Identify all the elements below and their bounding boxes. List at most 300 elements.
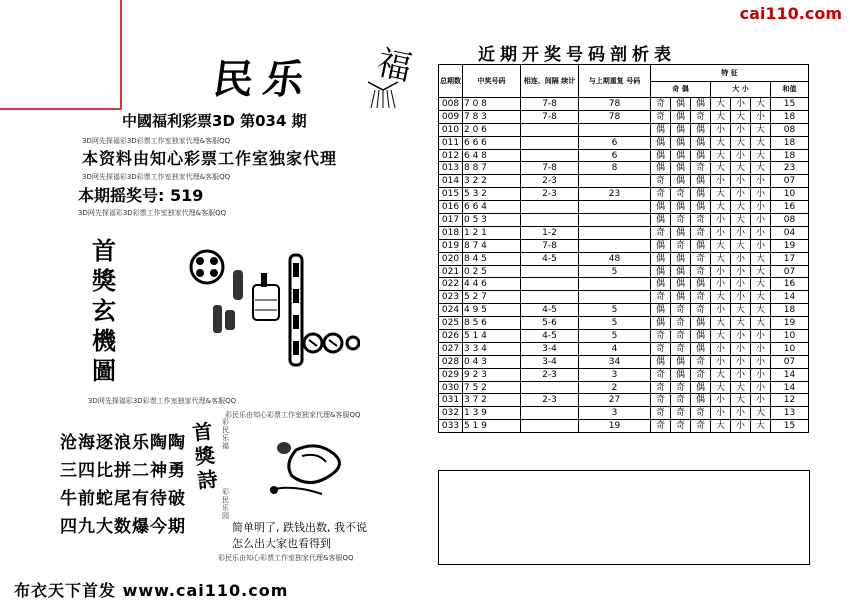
feature-cell: 偶 [691,175,711,188]
feature-cell: 奇 [671,381,691,394]
feature-cell: 小 [751,394,771,407]
issue-line: 中國福利彩票3D 第034 期 [122,112,307,130]
feature-cell: 小 [751,226,771,239]
sum-cell: 18 [771,304,809,317]
feature-cell: 大 [711,162,731,175]
issue-cell: 012 [439,149,463,162]
poem-line-3: 牛前蛇尾有待破 [60,489,186,509]
table-row [439,368,809,381]
number-cell: 4 9 5 [463,304,521,317]
table-row [439,149,809,162]
feature-cell: 奇 [691,110,711,123]
issue-cell: 011 [439,136,463,149]
consecutive-cell [521,420,579,433]
feature-cell: 奇 [691,226,711,239]
sum-cell: 10 [771,188,809,201]
consecutive-cell: 2-3 [521,394,579,407]
empty-note-box [438,470,810,565]
repeat-cell: 3 [579,407,651,420]
feature-cell: 大 [751,317,771,330]
consecutive-cell [521,265,579,278]
brand-title: 民乐 [210,56,317,103]
number-cell: 3 7 2 [463,394,521,407]
issue-cell: 021 [439,265,463,278]
repeat-cell: 2 [579,381,651,394]
feature-cell: 奇 [671,330,691,343]
feature-cell: 大 [751,136,771,149]
feature-cell: 奇 [651,342,671,355]
sum-cell: 18 [771,149,809,162]
feature-cell: 奇 [691,420,711,433]
feature-cell: 大 [731,394,751,407]
consecutive-cell [521,123,579,136]
feature-cell: 偶 [691,330,711,343]
header-features: 特 征 [651,65,809,82]
consecutive-cell: 2-3 [521,175,579,188]
repeat-cell: 6 [579,136,651,149]
feature-cell: 偶 [671,278,691,291]
header-size: 大 小 [711,81,771,98]
feature-cell: 奇 [671,239,691,252]
fu-character: 福 [373,42,416,90]
number-cell: 4 4 6 [463,278,521,291]
table-row [439,265,809,278]
feature-cell: 大 [751,407,771,420]
feature-cell: 偶 [651,304,671,317]
repeat-cell [579,291,651,304]
feature-cell: 大 [711,317,731,330]
issue-cell: 015 [439,188,463,201]
feature-cell: 小 [731,149,751,162]
feature-cell: 偶 [691,136,711,149]
header-odd-even: 奇 偶 [651,81,711,98]
tassel-decoration [363,80,403,110]
feature-cell: 偶 [691,381,711,394]
feature-cell: 小 [731,342,751,355]
feature-cell: 大 [751,265,771,278]
feature-cell: 小 [731,265,751,278]
feature-cell: 大 [711,149,731,162]
feature-cell: 奇 [651,291,671,304]
feature-cell: 偶 [651,201,671,214]
repeat-cell [579,226,651,239]
feature-cell: 偶 [691,188,711,201]
consecutive-cell: 3-4 [521,342,579,355]
prize-clue-drawing [185,245,360,380]
feature-cell: 大 [711,110,731,123]
feature-cell: 偶 [671,368,691,381]
sum-cell: 07 [771,175,809,188]
repeat-cell: 27 [579,394,651,407]
feature-cell: 偶 [671,252,691,265]
issue-cell: 016 [439,201,463,214]
repeat-cell: 5 [579,330,651,343]
feature-cell: 小 [711,304,731,317]
feature-cell: 大 [731,136,751,149]
repeat-cell: 5 [579,265,651,278]
feature-cell: 偶 [691,317,711,330]
issue-cell: 033 [439,420,463,433]
table-row [439,188,809,201]
feature-cell: 大 [731,162,751,175]
repeat-cell: 19 [579,420,651,433]
table-row [439,162,809,175]
number-cell: 8 5 6 [463,317,521,330]
sum-cell: 07 [771,265,809,278]
draw-analysis-table [438,64,809,433]
consecutive-cell: 5-6 [521,317,579,330]
side-small-2: 彩民乐园 [222,488,229,520]
poem-line-4: 四九大数爆今期 [60,517,186,537]
agency-small-caption: 彩民乐由知心彩票工作室独家代理&客服QQ [218,554,354,562]
feature-cell: 小 [731,278,751,291]
feature-cell: 小 [731,420,751,433]
feature-cell: 大 [751,252,771,265]
feature-cell: 奇 [651,98,671,111]
number-cell: 5 1 4 [463,330,521,343]
issue-cell: 014 [439,175,463,188]
feature-cell: 奇 [651,407,671,420]
red-frame [0,0,122,110]
feature-cell: 奇 [691,407,711,420]
issue-cell: 024 [439,304,463,317]
feature-cell: 偶 [651,278,671,291]
table-title: 近期开奖号码剖析表 [478,45,676,65]
issue-cell: 023 [439,291,463,304]
repeat-cell: 34 [579,355,651,368]
feature-cell: 小 [711,226,731,239]
feature-cell: 大 [751,149,771,162]
header-repeat: 与上期重复 号码 [579,65,651,98]
table-row [439,381,809,394]
feature-cell: 小 [751,110,771,123]
repeat-cell: 78 [579,98,651,111]
feature-cell: 小 [711,407,731,420]
feature-cell: 奇 [671,304,691,317]
site-watermark: cai110.com [739,4,842,23]
number-cell: 9 2 3 [463,368,521,381]
consecutive-cell: 7-8 [521,98,579,111]
table-row [439,342,809,355]
feature-cell: 偶 [651,252,671,265]
header-issue: 总期数 [439,65,463,98]
feature-cell: 奇 [671,407,691,420]
feature-cell: 大 [731,110,751,123]
sum-cell: 14 [771,381,809,394]
feature-cell: 小 [711,355,731,368]
number-cell: 8 4 5 [463,252,521,265]
feature-cell: 偶 [651,239,671,252]
feature-cell: 奇 [671,420,691,433]
issue-cell: 022 [439,278,463,291]
sum-cell: 08 [771,214,809,227]
feature-cell: 偶 [691,278,711,291]
table-row [439,214,809,227]
feature-cell: 奇 [691,265,711,278]
header-number: 中奖号码 [463,65,521,98]
feature-cell: 偶 [651,162,671,175]
feature-cell: 大 [731,201,751,214]
repeat-cell [579,123,651,136]
feature-cell: 大 [711,136,731,149]
header-sum: 和值 [771,81,809,98]
sum-cell: 23 [771,162,809,175]
number-cell: 8 8 7 [463,162,521,175]
consecutive-cell [521,381,579,394]
consecutive-cell: 7-8 [521,162,579,175]
feature-cell: 大 [731,239,751,252]
feature-cell: 奇 [651,368,671,381]
feature-cell: 奇 [651,188,671,201]
issue-cell: 031 [439,394,463,407]
feature-cell: 小 [751,214,771,227]
number-cell: 0 5 3 [463,214,521,227]
feature-cell: 偶 [671,136,691,149]
feature-cell: 偶 [691,123,711,136]
issue-cell: 027 [439,342,463,355]
feature-cell: 奇 [691,252,711,265]
feature-cell: 大 [711,201,731,214]
sum-cell: 10 [771,342,809,355]
issue-cell: 032 [439,407,463,420]
number-cell: 0 2 5 [463,265,521,278]
number-cell: 0 4 3 [463,355,521,368]
table-row [439,136,809,149]
repeat-cell: 48 [579,252,651,265]
feature-cell: 小 [731,330,751,343]
feature-cell: 偶 [671,265,691,278]
issue-cell: 025 [439,317,463,330]
feature-cell: 小 [751,381,771,394]
feature-cell: 奇 [651,330,671,343]
feature-cell: 奇 [691,368,711,381]
feature-cell: 小 [731,123,751,136]
table-row [439,98,809,111]
number-cell: 7 0 8 [463,98,521,111]
issue-cell: 020 [439,252,463,265]
feature-cell: 奇 [651,381,671,394]
sum-cell: 14 [771,291,809,304]
poem-line-1: 沧海逐浪乐陶陶 [60,433,186,453]
agency-small-lower: 3D网先探福彩3D彩票工作室独家代理&客服QQ [78,209,227,217]
feature-cell: 小 [751,342,771,355]
agency-small-mid: 3D网先探福彩3D彩票工作室独家代理&客服QQ [82,173,231,181]
table-row [439,291,809,304]
table-row [439,420,809,433]
table-row [439,123,809,136]
sum-cell: 13 [771,407,809,420]
feature-cell: 奇 [671,214,691,227]
feature-cell: 奇 [691,291,711,304]
feature-cell: 大 [731,317,751,330]
sum-cell: 15 [771,98,809,111]
sum-cell: 14 [771,368,809,381]
consecutive-cell [521,407,579,420]
agency-line: 本资料由知心彩票工作室独家代理 [82,149,338,168]
feature-cell: 小 [731,252,751,265]
feature-cell: 小 [731,98,751,111]
issue-cell: 028 [439,355,463,368]
feature-cell: 偶 [671,110,691,123]
feature-cell: 偶 [671,123,691,136]
feature-cell: 大 [711,98,731,111]
agency-small-bottom: 3D网先探福彩3D彩票工作室独家代理&客服QQ [88,397,237,405]
consecutive-cell [521,149,579,162]
feature-cell: 奇 [691,214,711,227]
table-header-row [439,65,809,82]
poem-line-2: 三四比拼二神勇 [60,461,186,481]
consecutive-cell: 4-5 [521,330,579,343]
feature-cell: 大 [711,368,731,381]
feature-cell: 偶 [651,123,671,136]
feature-cell: 大 [751,162,771,175]
issue-cell: 030 [439,381,463,394]
feature-cell: 小 [711,123,731,136]
feature-cell: 奇 [651,110,671,123]
sum-cell: 07 [771,355,809,368]
feature-cell: 大 [711,291,731,304]
prize-chart-title: 首 獎 玄 機 圖 [92,236,116,385]
feature-cell: 大 [731,214,751,227]
consecutive-cell [521,214,579,227]
feature-cell: 奇 [671,342,691,355]
feature-cell: 偶 [671,291,691,304]
feature-cell: 小 [731,226,751,239]
feature-cell: 大 [751,123,771,136]
feature-cell: 大 [731,304,751,317]
feature-cell: 小 [711,214,731,227]
sum-cell: 10 [771,330,809,343]
table-row [439,175,809,188]
feature-cell: 小 [731,407,751,420]
sum-cell: 16 [771,278,809,291]
consecutive-cell [521,278,579,291]
consecutive-cell: 3-4 [521,355,579,368]
feature-cell: 奇 [691,162,711,175]
repeat-cell [579,278,651,291]
table-row [439,110,809,123]
feature-cell: 偶 [691,98,711,111]
feature-cell: 偶 [671,201,691,214]
consecutive-cell: 4-5 [521,252,579,265]
feature-cell: 大 [751,278,771,291]
feature-cell: 大 [711,330,731,343]
feature-cell: 偶 [691,149,711,162]
feature-cell: 奇 [671,317,691,330]
feature-cell: 小 [751,175,771,188]
feature-cell: 大 [711,239,731,252]
table-row [439,201,809,214]
repeat-cell: 4 [579,342,651,355]
feature-cell: 小 [711,265,731,278]
feature-cell: 小 [751,188,771,201]
feature-cell: 奇 [671,188,691,201]
table-row [439,317,809,330]
header-consecutive: 相连、间隔 续计 [521,65,579,98]
feature-cell: 偶 [651,214,671,227]
number-cell: 3 3 4 [463,342,521,355]
caption-text: 简单明了, 跌钱出数, 我不说 怎么出大家也看得到 [232,521,367,550]
sum-cell: 17 [771,252,809,265]
feature-cell: 奇 [691,304,711,317]
feature-cell: 小 [711,394,731,407]
table-row [439,330,809,343]
issue-cell: 013 [439,162,463,175]
feature-cell: 大 [751,291,771,304]
feature-cell: 小 [711,342,731,355]
feature-cell: 小 [751,201,771,214]
issue-cell: 008 [439,98,463,111]
repeat-cell: 6 [579,149,651,162]
agency-small-top: 3D网先探福彩3D彩票工作室独家代理&客服QQ [82,137,231,145]
repeat-cell: 8 [579,162,651,175]
number-cell: 5 2 7 [463,291,521,304]
feature-cell: 奇 [651,394,671,407]
table-row [439,355,809,368]
number-cell: 1 2 1 [463,226,521,239]
feature-cell: 大 [711,188,731,201]
agency-small-poem: 彩民乐由知心彩票工作室独家代理&客服QQ [225,411,361,419]
feature-cell: 小 [731,355,751,368]
feature-cell: 偶 [691,342,711,355]
feature-cell: 大 [711,420,731,433]
poem-clue-drawing [262,432,357,502]
sum-cell: 16 [771,201,809,214]
consecutive-cell: 7-8 [521,239,579,252]
table-row [439,226,809,239]
number-cell: 6 6 6 [463,136,521,149]
draw-number: 本期摇奖号: 519 [78,186,204,205]
feature-cell: 偶 [671,162,691,175]
feature-cell: 大 [711,381,731,394]
feature-cell: 小 [731,188,751,201]
feature-cell: 大 [711,252,731,265]
repeat-cell: 23 [579,188,651,201]
feature-cell: 奇 [671,394,691,407]
feature-cell: 小 [731,368,751,381]
repeat-cell [579,175,651,188]
issue-cell: 026 [439,330,463,343]
consecutive-cell [521,201,579,214]
number-cell: 7 5 2 [463,381,521,394]
issue-cell: 010 [439,123,463,136]
consecutive-cell: 7-8 [521,110,579,123]
feature-cell: 偶 [671,98,691,111]
sum-cell: 08 [771,123,809,136]
repeat-cell [579,214,651,227]
number-cell: 2 0 6 [463,123,521,136]
feature-cell: 小 [751,355,771,368]
feature-cell: 小 [751,368,771,381]
issue-cell: 018 [439,226,463,239]
consecutive-cell: 2-3 [521,368,579,381]
number-cell: 5 3 2 [463,188,521,201]
side-small-1: 彩民乐福 [222,418,229,450]
number-cell: 3 2 2 [463,175,521,188]
feature-cell: 偶 [651,136,671,149]
poem-title: 首 獎 詩 [191,419,219,493]
consecutive-cell: 4-5 [521,304,579,317]
table-row [439,239,809,252]
repeat-cell [579,239,651,252]
feature-cell: 偶 [691,201,711,214]
feature-cell: 大 [751,420,771,433]
feature-cell: 偶 [691,239,711,252]
feature-cell: 奇 [691,355,711,368]
feature-cell: 大 [751,304,771,317]
footer-credit: 布衣天下首发 www.cai110.com [14,581,289,600]
consecutive-cell: 1-2 [521,226,579,239]
